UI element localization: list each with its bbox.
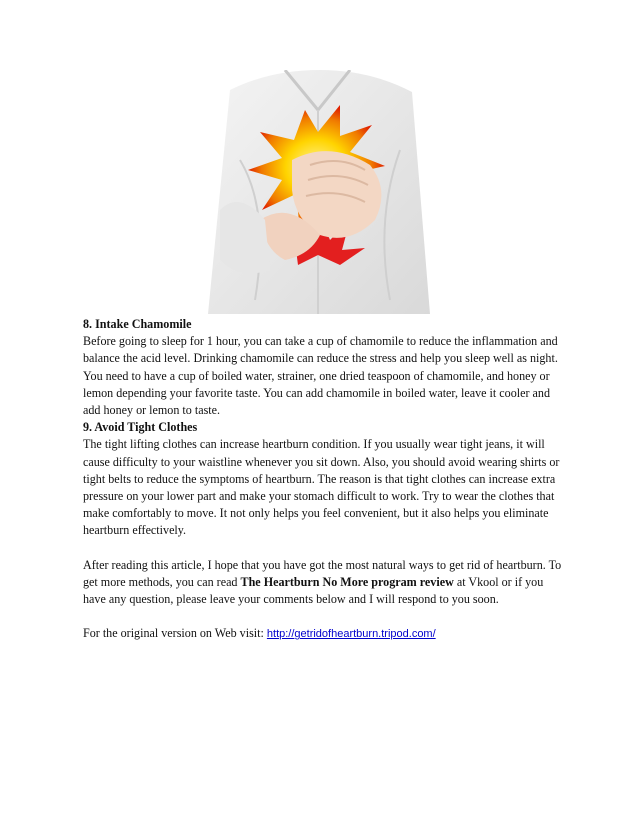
closing-text: After reading this article, I hope that you have got the most natural ways to get rid of heartburn. To get more methods, you can read — [83, 557, 562, 589]
closing-text-end: at Vkool or if you have any question, please leave your comments below and I will respond to you soon. — [83, 574, 544, 607]
original-version-line — [83, 625, 563, 643]
heartburn-photo — [200, 70, 439, 314]
article-text — [83, 316, 563, 643]
program-review-title: The Heartburn No More program review — [240, 574, 454, 589]
section-8-body: Before going to sleep for 1 hour, you can take a cup of chamomile to reduce the inflammation and balance the acid level. Drinking chamomile can reduce the stress and help you sleep well as night. You need to have a cup of boiled water, strainer, one dried teaspoon of chamomile, and honey or lemon depending your favorite taste. You can add chamomile in boiled water, leave it cooler and add honey or lemon to taste. — [83, 334, 558, 418]
closing-paragraph — [83, 557, 563, 609]
original-version-link[interactable]: http://getridofheartburn.tripod.com/ — [266, 628, 436, 641]
section-9-heading: 9. Avoid Tight Clothes — [83, 420, 198, 435]
section-8-heading: 8. Intake Chamomile — [83, 317, 192, 331]
section-9-body: The tight lifting clothes can increase heartburn condition. If you usually wear tight jeans, it will cause difficulty to your waistline whenever you sit down. Also, you should avoid wearing shirts or tight belts to reduce the symptoms of heartburn. The reason is that tight clothes can increase extra pressure on your lower part and make your stomach difficult to work. Try to wear the clothes that make comfortably to move. It not only helps you feel convenient, but it also helps you eliminate heartburn effectively. — [83, 437, 560, 538]
original-version-prefix: For the original version on Web visit: — [83, 626, 267, 641]
